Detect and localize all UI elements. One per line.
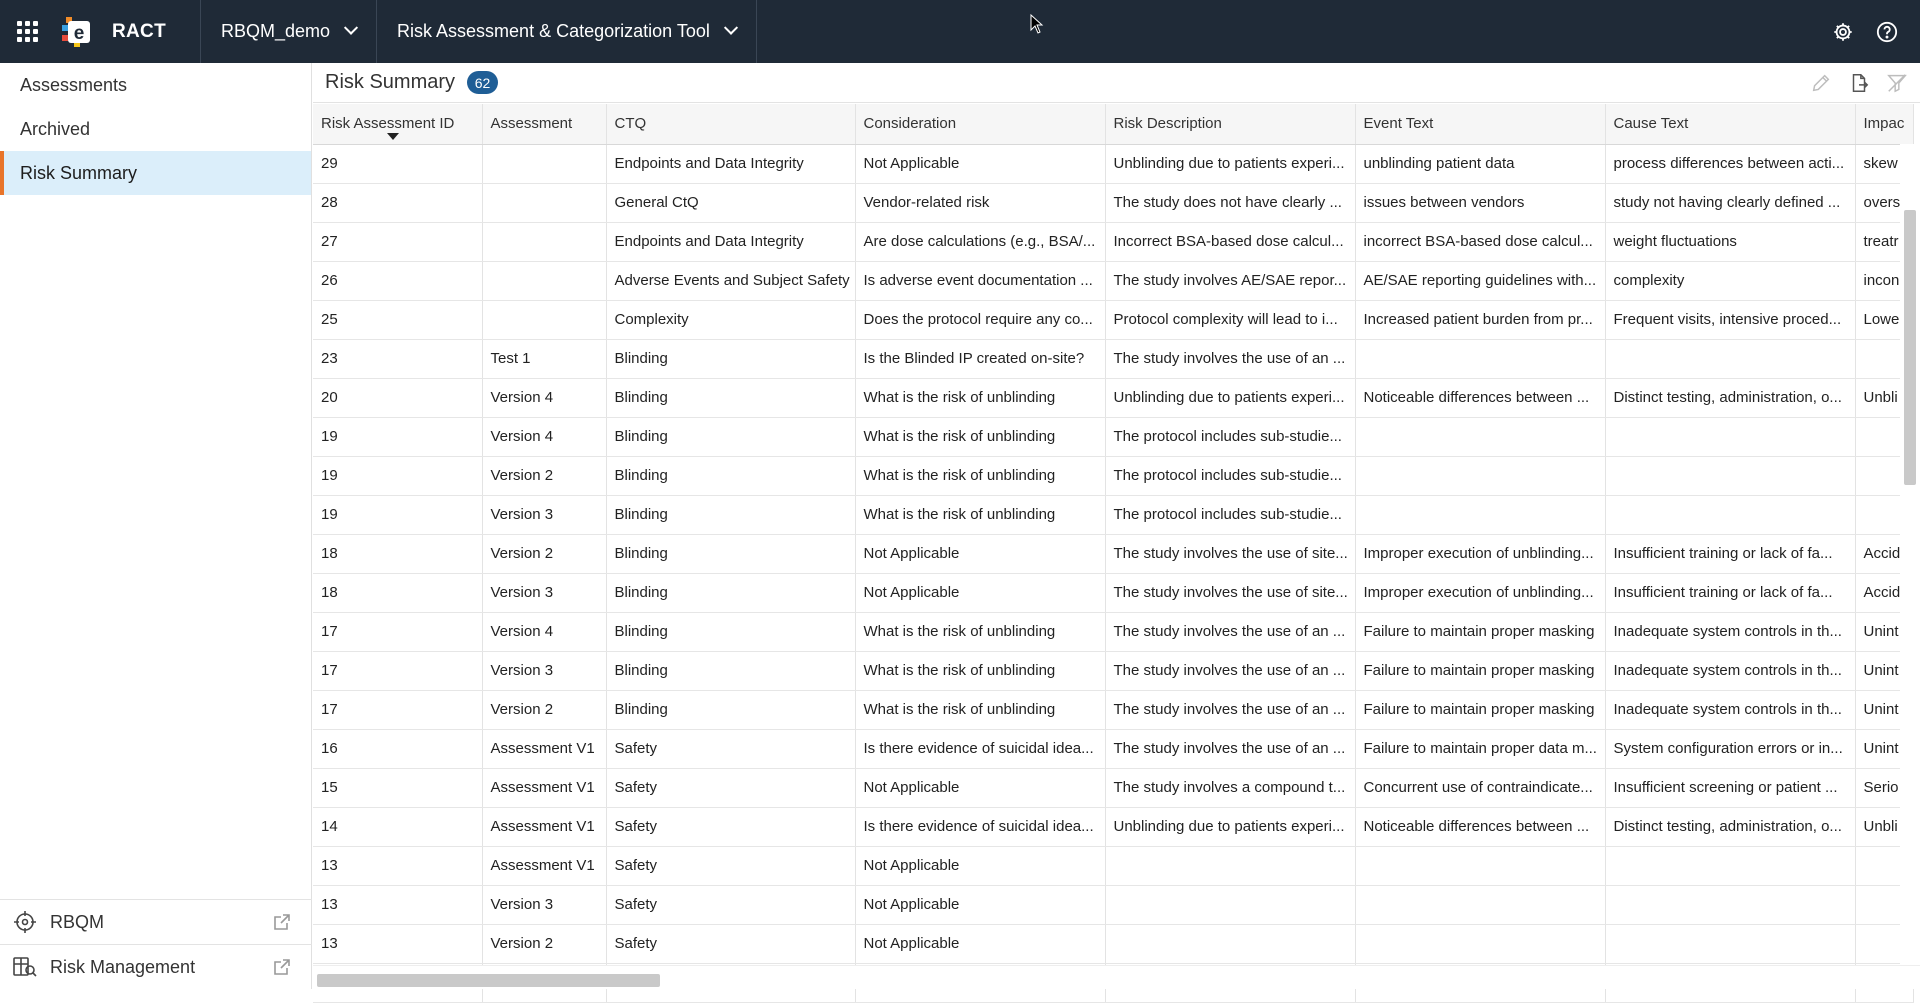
cell-assessment: Assessment V1 [482, 729, 606, 768]
cell-ctq: Blinding [606, 651, 855, 690]
cell-event-text: Failure to maintain proper masking [1355, 612, 1605, 651]
risk-summary-table [313, 104, 1905, 965]
cell-impact: incon [1855, 261, 1913, 300]
column-header-assessment[interactable]: Assessment [482, 104, 606, 144]
column-header-event-text[interactable]: Event Text [1355, 104, 1605, 144]
cell-risk-assessment-id: 17 [313, 651, 482, 690]
vertical-scrollbar[interactable] [1900, 144, 1920, 965]
cell-ctq: Safety [606, 885, 855, 924]
cell-event-text: issues between vendors [1355, 183, 1605, 222]
cell-risk-assessment-id: 14 [313, 807, 482, 846]
cell-ctq: Blinding [606, 456, 855, 495]
cell-consideration: Is adverse event documentation ... [855, 261, 1105, 300]
app-logo [60, 15, 94, 49]
cell-risk-description: The protocol includes sub-studie... [1105, 495, 1355, 534]
cell-assessment [482, 261, 606, 300]
sidebar-item-archived[interactable] [0, 107, 311, 151]
gear-icon[interactable] [1830, 19, 1856, 45]
cell-assessment: Assessment V1 [482, 846, 606, 885]
cell-event-text [1355, 417, 1605, 456]
cell-ctq: Complexity [606, 300, 855, 339]
cell-risk-assessment-id: 13 [313, 924, 482, 963]
cell-risk-assessment-id: 23 [313, 339, 482, 378]
cell-consideration: Vendor-related risk [855, 183, 1105, 222]
study-selector-label: RBQM_demo [220, 21, 331, 41]
cell-risk-description: The study involves the use of an ... [1105, 729, 1355, 768]
sidebar-item-label: Assessments [20, 74, 128, 95]
column-header-impact[interactable]: Impac [1855, 104, 1913, 144]
cell-ctq: Blinding [606, 573, 855, 612]
sidebar-item-label: Risk Summary [20, 162, 138, 183]
cell-risk-description [1105, 885, 1355, 924]
chevron-down-icon [344, 20, 358, 34]
cell-risk-description: The protocol includes sub-studie... [1105, 456, 1355, 495]
cell-cause-text [1605, 456, 1855, 495]
cell-event-text: incorrect BSA-based dose calcul... [1355, 222, 1605, 261]
cell-risk-description: The study involves AE/SAE repor... [1105, 261, 1355, 300]
cell-impact: Unint [1855, 690, 1913, 729]
cell-cause-text: Distinct testing, administration, o... [1605, 378, 1855, 417]
cell-risk-description: Unblinding due to patients experi... [1105, 144, 1355, 183]
cell-event-text: Concurrent use of contraindicate... [1355, 768, 1605, 807]
cell-cause-text [1605, 846, 1855, 885]
cell-event-text: Failure to maintain proper data m... [1355, 729, 1605, 768]
sidebar-item-label: Archived [20, 118, 91, 139]
cell-cause-text: Inadequate system controls in th... [1605, 651, 1855, 690]
cell-assessment [482, 222, 606, 261]
cell-cause-text: Inadequate system controls in th... [1605, 690, 1855, 729]
cell-event-text: unblinding patient data [1355, 144, 1605, 183]
table-row[interactable] [313, 534, 1913, 573]
sidebar-item-risk-summary[interactable] [0, 151, 311, 195]
cell-assessment: Version 3 [482, 651, 606, 690]
module-selector-label: Risk Assessment & Categorization Tool [397, 21, 710, 41]
count-badge: 62 [467, 71, 498, 94]
cell-cause-text: Insufficient training or lack of fa... [1605, 534, 1855, 573]
apps-grid-icon[interactable] [0, 0, 54, 63]
top-bar [0, 0, 1920, 63]
table-row[interactable] [313, 417, 1913, 456]
table-row[interactable] [313, 495, 1913, 534]
cell-ctq: Safety [606, 846, 855, 885]
cell-event-text [1355, 885, 1605, 924]
cell-consideration: What is the risk of unblinding [855, 690, 1105, 729]
cell-risk-description: Protocol complexity will lead to i... [1105, 300, 1355, 339]
cell-ctq: Blinding [606, 339, 855, 378]
table-header-row [313, 104, 1913, 144]
table-row[interactable] [313, 222, 1913, 261]
mouse-cursor-icon [1030, 14, 1044, 34]
cell-consideration: Does the protocol require any co... [855, 300, 1105, 339]
cell-risk-description: Unblinding due to patients experi... [1105, 378, 1355, 417]
cell-cause-text: study not having clearly defined ... [1605, 183, 1855, 222]
study-selector[interactable] [201, 0, 376, 63]
cell-assessment [482, 144, 606, 183]
external-link-icon [272, 957, 292, 977]
cell-consideration: What is the risk of unblinding [855, 456, 1105, 495]
cell-assessment: Version 4 [482, 378, 606, 417]
sidebar-item-assessments[interactable] [0, 63, 311, 107]
cell-impact: Unint [1855, 729, 1913, 768]
cell-event-text [1355, 339, 1605, 378]
cell-ctq: Adverse Events and Subject Safety [606, 261, 855, 300]
edit-icon[interactable] [1808, 70, 1834, 96]
divider [756, 0, 757, 63]
cell-event-text: Improper execution of unblinding... [1355, 534, 1605, 573]
cell-cause-text: process differences between acti... [1605, 144, 1855, 183]
cell-cause-text [1605, 339, 1855, 378]
cell-event-text: Improper execution of unblinding... [1355, 573, 1605, 612]
cell-risk-assessment-id: 17 [313, 690, 482, 729]
cell-assessment: Version 2 [482, 690, 606, 729]
cell-risk-assessment-id: 19 [313, 417, 482, 456]
cell-impact: Accid [1855, 534, 1913, 573]
main-content [313, 63, 1920, 989]
cell-consideration: Not Applicable [855, 144, 1105, 183]
cell-risk-assessment-id: 18 [313, 534, 482, 573]
table-row[interactable] [313, 339, 1913, 378]
cell-risk-assessment-id: 27 [313, 222, 482, 261]
cell-assessment: Version 4 [482, 417, 606, 456]
cell-risk-description [1105, 924, 1355, 963]
cell-ctq: Safety [606, 768, 855, 807]
cell-risk-assessment-id: 19 [313, 456, 482, 495]
cell-ctq: Blinding [606, 534, 855, 573]
cell-risk-description: Unblinding due to patients experi... [1105, 807, 1355, 846]
cell-risk-assessment-id: 16 [313, 729, 482, 768]
cell-consideration: Not Applicable [855, 846, 1105, 885]
cell-assessment: Test 1 [482, 339, 606, 378]
title-bar [313, 63, 1920, 103]
cell-event-text [1355, 846, 1605, 885]
table-row[interactable] [313, 885, 1913, 924]
cell-assessment: Version 2 [482, 456, 606, 495]
cell-event-text [1355, 924, 1605, 963]
cell-event-text: Increased patient burden from pr... [1355, 300, 1605, 339]
cell-cause-text: Distinct testing, administration, o... [1605, 807, 1855, 846]
cell-impact: Lowe [1855, 300, 1913, 339]
sidebar-link-rbqm[interactable] [0, 899, 312, 944]
cell-consideration: What is the risk of unblinding [855, 378, 1105, 417]
cell-risk-assessment-id: 28 [313, 183, 482, 222]
cell-risk-assessment-id: 29 [313, 144, 482, 183]
table-row[interactable] [313, 261, 1913, 300]
svg-text:e: e [73, 22, 85, 44]
chevron-down-icon [724, 20, 738, 34]
cell-risk-assessment-id: 18 [313, 573, 482, 612]
cell-assessment: Version 2 [482, 534, 606, 573]
cell-event-text [1355, 456, 1605, 495]
cell-impact: Accid [1855, 573, 1913, 612]
sidebar-link-label: Risk Management [50, 956, 196, 977]
cell-ctq: Safety [606, 807, 855, 846]
table-row[interactable] [313, 729, 1913, 768]
table-row[interactable] [313, 807, 1913, 846]
cell-consideration: Not Applicable [855, 768, 1105, 807]
table-row[interactable] [313, 924, 1913, 963]
cell-risk-description: The study involves the use of an ... [1105, 651, 1355, 690]
cell-consideration: Is the Blinded IP created on-site? [855, 339, 1105, 378]
cell-cause-text [1605, 417, 1855, 456]
cell-event-text: Noticeable differences between ... [1355, 378, 1605, 417]
cell-risk-assessment-id: 20 [313, 378, 482, 417]
table-row[interactable] [313, 573, 1913, 612]
cell-impact: Unint [1855, 612, 1913, 651]
horizontal-scrollbar[interactable] [313, 965, 1920, 989]
table-row[interactable] [313, 612, 1913, 651]
export-icon[interactable] [1846, 70, 1872, 96]
cell-cause-text [1605, 885, 1855, 924]
cell-impact: overs [1855, 183, 1913, 222]
sort-desc-icon [387, 133, 399, 140]
cell-risk-description: The study involves the use of an ... [1105, 612, 1355, 651]
cell-assessment: Version 2 [482, 924, 606, 963]
cell-risk-assessment-id: 26 [313, 261, 482, 300]
cell-risk-description: Incorrect BSA-based dose calcul... [1105, 222, 1355, 261]
cell-ctq: Blinding [606, 612, 855, 651]
sidebar [0, 63, 312, 989]
scrollbar-thumb[interactable] [317, 974, 660, 987]
cell-cause-text: Inadequate system controls in th... [1605, 612, 1855, 651]
cell-cause-text [1605, 924, 1855, 963]
cell-consideration: Not Applicable [855, 534, 1105, 573]
sidebar-link-risk-management[interactable] [0, 944, 312, 989]
column-header-ctq[interactable]: CTQ [606, 104, 855, 144]
cell-impact: Serio [1855, 768, 1913, 807]
cell-risk-description: The study involves the use of an ... [1105, 690, 1355, 729]
cell-ctq: Blinding [606, 495, 855, 534]
table-row[interactable] [313, 144, 1913, 183]
table-row[interactable] [313, 768, 1913, 807]
table-row[interactable] [313, 456, 1913, 495]
cell-impact: treatr [1855, 222, 1913, 261]
cell-risk-description: The study involves a compound t... [1105, 768, 1355, 807]
column-header-risk-description[interactable]: Risk Description [1105, 104, 1355, 144]
external-link-icon [272, 912, 292, 932]
column-header-consideration[interactable]: Consideration [855, 104, 1105, 144]
cell-risk-assessment-id: 17 [313, 612, 482, 651]
cell-assessment [482, 183, 606, 222]
cell-risk-assessment-id: 15 [313, 768, 482, 807]
sidebar-link-label: RBQM [50, 911, 104, 932]
cell-ctq: Safety [606, 924, 855, 963]
cell-consideration: Is there evidence of suicidal idea... [855, 729, 1105, 768]
cell-risk-description: The study involves the use of site... [1105, 573, 1355, 612]
cell-risk-description [1105, 846, 1355, 885]
filter-off-icon[interactable] [1884, 70, 1910, 96]
cell-assessment: Assessment V1 [482, 807, 606, 846]
cell-consideration: Are dose calculations (e.g., BSA/... [855, 222, 1105, 261]
cell-risk-assessment-id: 19 [313, 495, 482, 534]
cell-assessment: Version 4 [482, 612, 606, 651]
table-row[interactable] [313, 183, 1913, 222]
cell-ctq: Endpoints and Data Integrity [606, 222, 855, 261]
risk-search-icon [12, 954, 38, 980]
cell-consideration: Not Applicable [855, 573, 1105, 612]
scrollbar-thumb[interactable] [1904, 210, 1916, 485]
cell-assessment [482, 300, 606, 339]
app-name: RACT [112, 20, 166, 42]
cell-assessment: Version 3 [482, 573, 606, 612]
cell-event-text: Failure to maintain proper masking [1355, 690, 1605, 729]
cell-ctq: Safety [606, 729, 855, 768]
table-row[interactable] [313, 378, 1913, 417]
cell-risk-description: The study does not have clearly ... [1105, 183, 1355, 222]
cell-cause-text: complexity [1605, 261, 1855, 300]
cell-impact: Unbli [1855, 378, 1913, 417]
cell-cause-text: Frequent visits, intensive proced... [1605, 300, 1855, 339]
table-row[interactable] [313, 690, 1913, 729]
cell-consideration: Not Applicable [855, 885, 1105, 924]
cell-cause-text: Insufficient screening or patient ... [1605, 768, 1855, 807]
cell-ctq: Blinding [606, 690, 855, 729]
cell-impact: skew [1855, 144, 1913, 183]
cell-consideration: What is the risk of unblinding [855, 495, 1105, 534]
cell-consideration: Not Applicable [855, 924, 1105, 963]
module-selector[interactable] [377, 0, 756, 63]
cell-risk-description: The study involves the use of site... [1105, 534, 1355, 573]
cell-risk-assessment-id: 25 [313, 300, 482, 339]
table-row[interactable] [313, 300, 1913, 339]
cell-consideration: What is the risk of unblinding [855, 651, 1105, 690]
cell-risk-description: The study involves the use of an ... [1105, 339, 1355, 378]
cell-event-text [1355, 495, 1605, 534]
cell-consideration: What is the risk of unblinding [855, 417, 1105, 456]
cell-consideration: What is the risk of unblinding [855, 612, 1105, 651]
help-icon[interactable] [1874, 19, 1900, 45]
table-row[interactable] [313, 651, 1913, 690]
cell-assessment: Assessment V1 [482, 768, 606, 807]
cell-cause-text [1605, 495, 1855, 534]
cell-event-text: Noticeable differences between ... [1355, 807, 1605, 846]
cell-event-text: Failure to maintain proper masking [1355, 651, 1605, 690]
cell-assessment: Version 3 [482, 885, 606, 924]
cell-impact: Unint [1855, 651, 1913, 690]
cell-assessment: Version 3 [482, 495, 606, 534]
column-header-risk-assessment-id[interactable]: Risk Assessment ID [313, 104, 482, 144]
cell-ctq: Endpoints and Data Integrity [606, 144, 855, 183]
cell-risk-description: The protocol includes sub-studie... [1105, 417, 1355, 456]
cell-ctq: General CtQ [606, 183, 855, 222]
column-header-cause-text[interactable]: Cause Text [1605, 104, 1855, 144]
cell-event-text: AE/SAE reporting guidelines with... [1355, 261, 1605, 300]
page-title: Risk Summary [325, 71, 456, 93]
crosshair-icon [12, 909, 38, 935]
cell-risk-assessment-id: 13 [313, 885, 482, 924]
cell-risk-assessment-id: 13 [313, 846, 482, 885]
cell-cause-text: Insufficient training or lack of fa... [1605, 573, 1855, 612]
cell-cause-text: weight fluctuations [1605, 222, 1855, 261]
cell-ctq: Blinding [606, 417, 855, 456]
cell-impact: Unbli [1855, 807, 1913, 846]
cell-ctq: Blinding [606, 378, 855, 417]
cell-cause-text: System configuration errors or in... [1605, 729, 1855, 768]
cell-consideration: Is there evidence of suicidal idea... [855, 807, 1105, 846]
table-row[interactable] [313, 846, 1913, 885]
